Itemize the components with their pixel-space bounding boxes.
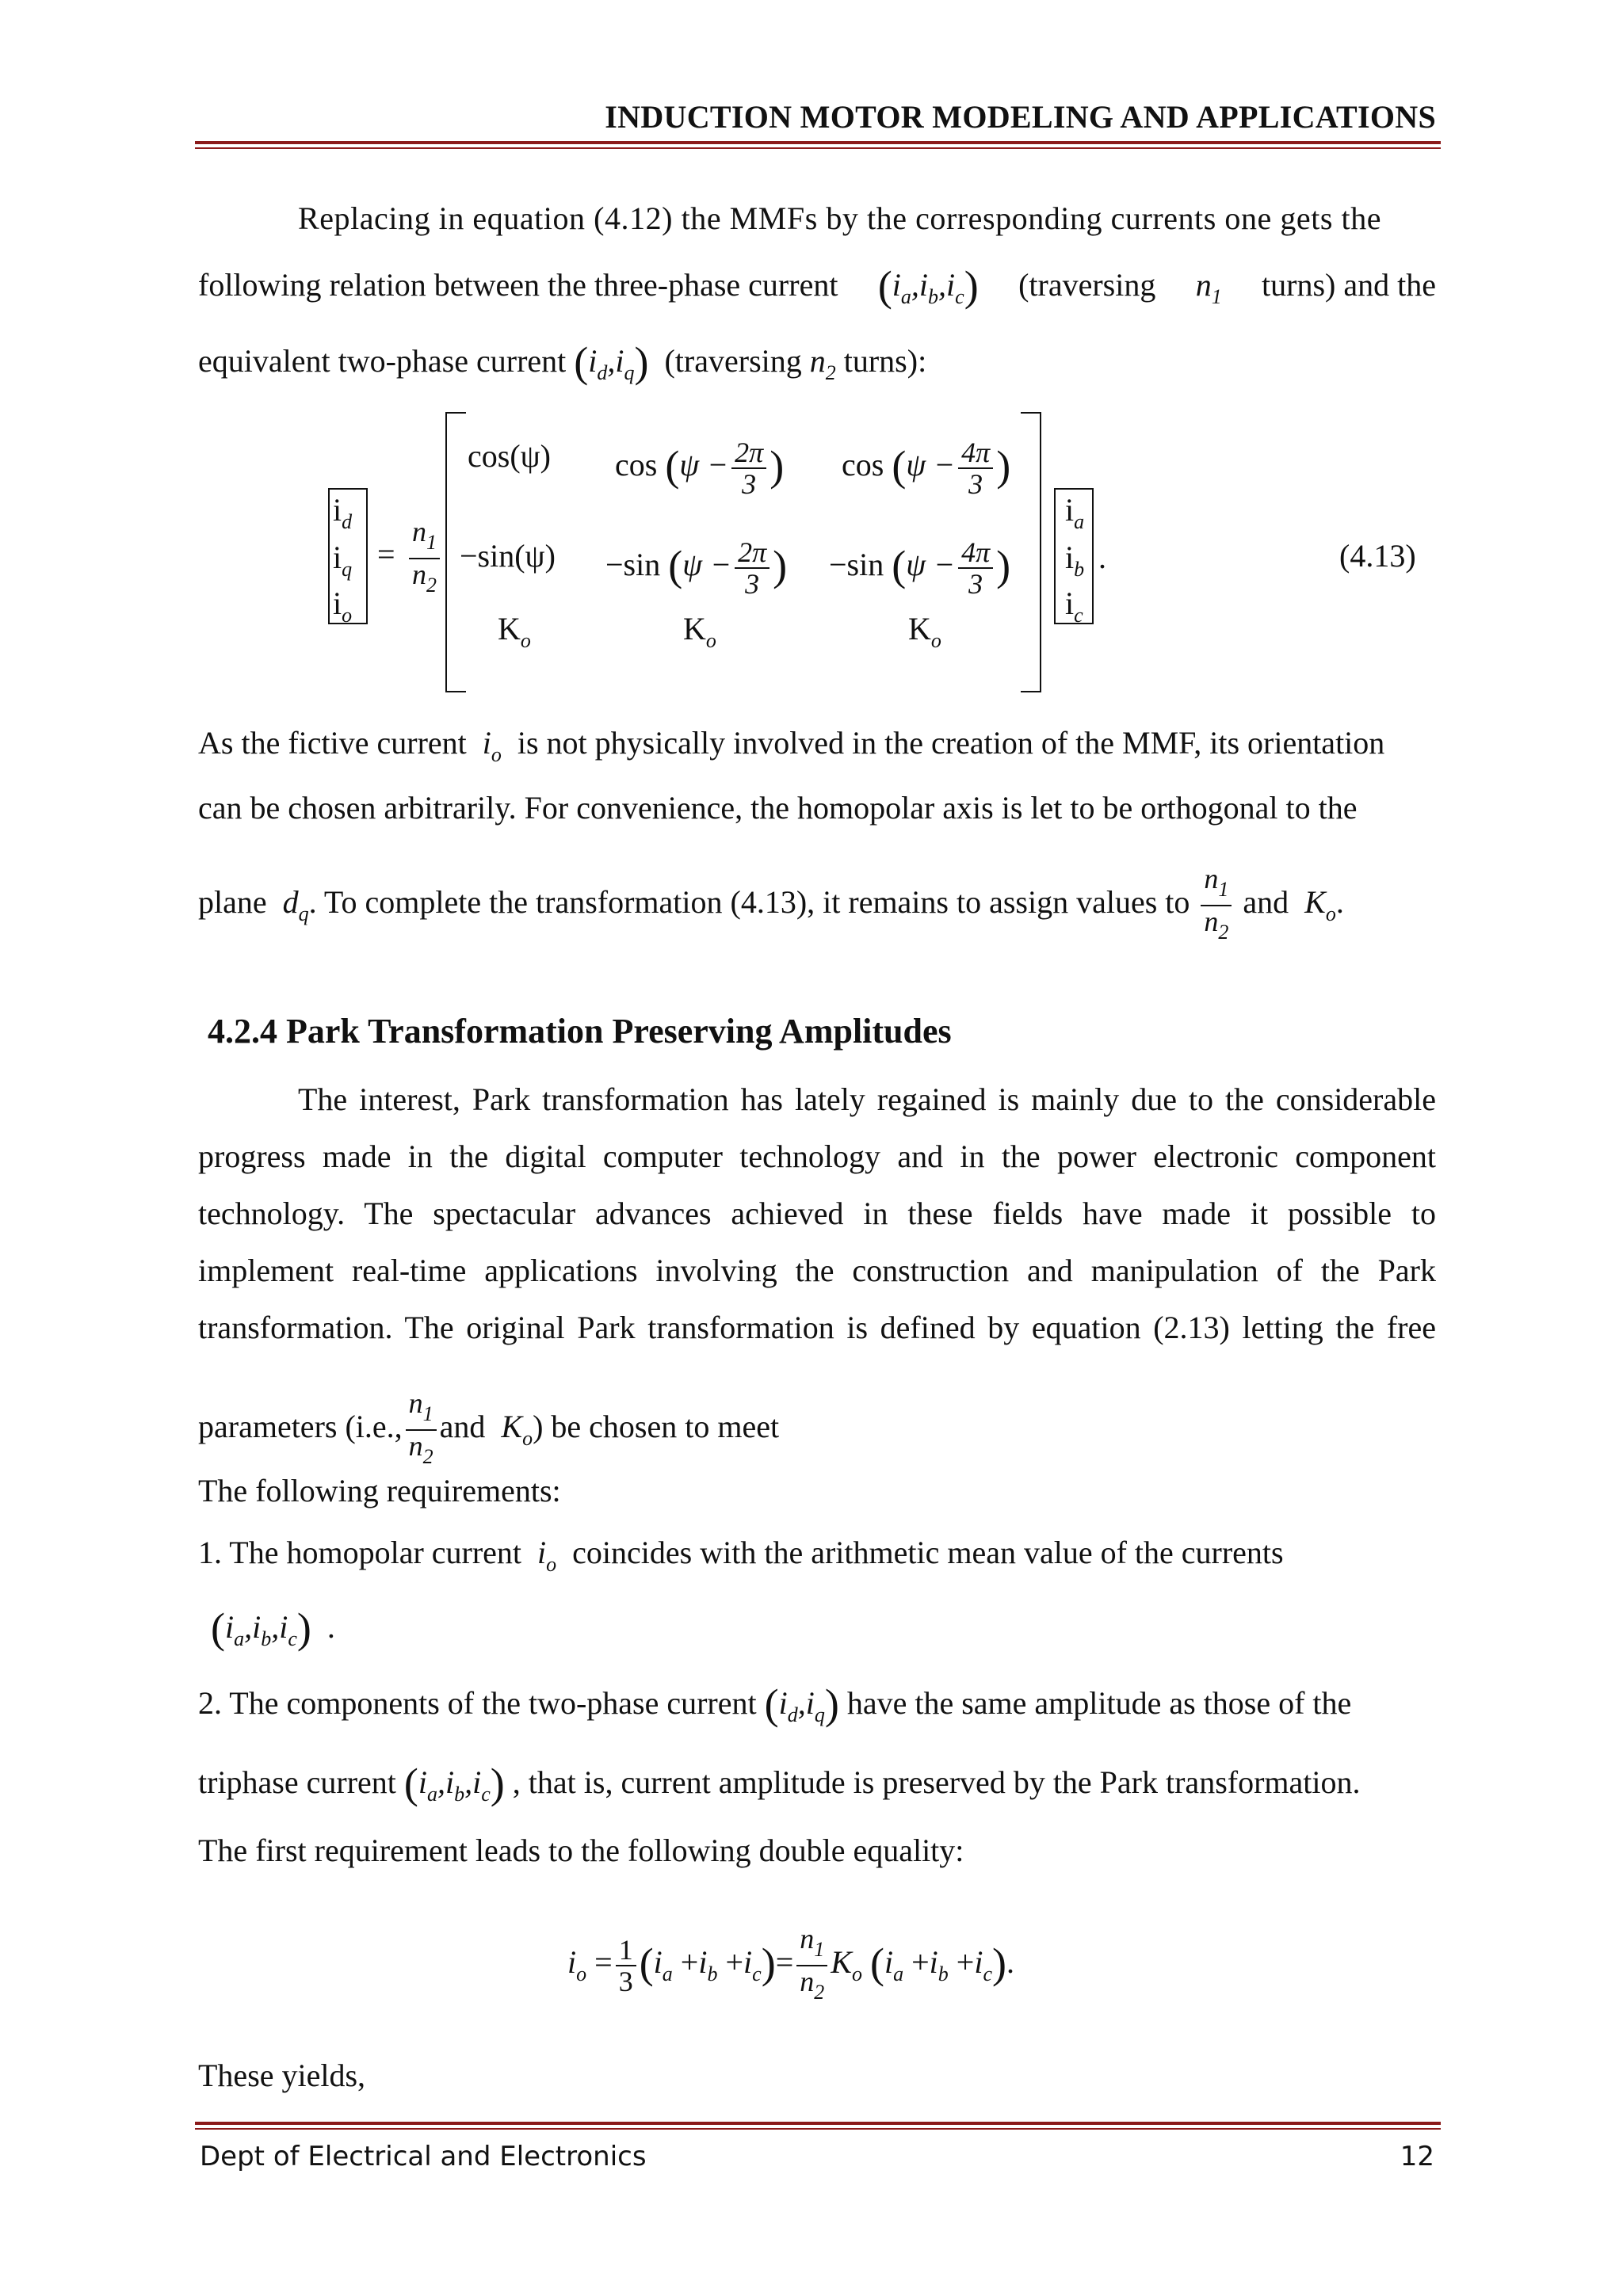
vec-io: $i_o$ — [333, 585, 353, 627]
requirement-2-cont — [198, 1760, 1361, 1810]
vec-iq: $i_q$ — [333, 540, 353, 581]
equals-sign: = — [377, 536, 395, 572]
para3-line3: technology. The spectacular advances achieved in these fields have made it possible to — [198, 1196, 1436, 1231]
para1-line3-c: turns): — [843, 343, 927, 379]
para1-line2-c: turns) and the — [1262, 267, 1436, 303]
para2-line1-a: As the fictive current — [198, 725, 467, 761]
para3-line6 — [198, 1388, 779, 1472]
m11: cos(ψ) — [468, 438, 551, 474]
para1-line3-a: equivalent two-phase current — [198, 343, 567, 379]
idq-symbol: $(i_d,i_q)$ — [764, 1680, 839, 1728]
three-phase-current-symbol: $(i_a,i_b,i_c)$ — [877, 262, 979, 310]
req1-a: 1. The homopolar current — [198, 1535, 522, 1570]
para2-line1-b: is not physically involved in the creation of the MMF, its orientation — [517, 725, 1385, 761]
vec-ib: $i_b$ — [1065, 540, 1085, 581]
req2-c: triphase current — [198, 1764, 396, 1800]
para2-line1 — [198, 727, 1384, 771]
footer-rule-thin — [195, 2128, 1441, 2130]
running-header: INDUCTION MOTOR MODELING AND APPLICATIONS — [605, 99, 1436, 135]
m31: $K_o$ — [498, 611, 531, 652]
dq-symbol: $d_q$ — [274, 884, 309, 926]
equation-4-13 — [0, 0, 1623, 713]
matrix-bracket-right — [1021, 412, 1041, 692]
m33: $K_o$ — [908, 611, 941, 652]
para3-line4: implement real-time applications involving the construction and manipulation of the Park — [198, 1253, 1436, 1288]
ko-symbol-2: $K_o$ — [493, 1409, 533, 1451]
para1-line2-a: following relation between the three-phase current — [198, 267, 838, 303]
ko-symbol: $K_o$ — [1296, 884, 1336, 926]
para3-line1: The interest, Park transformation has lately regained is mainly due to the considerable — [298, 1081, 1436, 1117]
n1-symbol: $n_1$ — [1195, 267, 1222, 308]
m13: cos (ψ − $\frac{4\pi}{3}$ ) — [842, 437, 1011, 500]
para2-line3-c: and — [1243, 884, 1289, 921]
n1-over-n2-2: $\frac{n_1}{n_2}$ — [406, 1388, 437, 1472]
para3-line6-a: parameters (i.e., — [198, 1409, 403, 1445]
m32: $K_o$ — [683, 611, 716, 652]
para1-line3-b: (traversing — [664, 343, 802, 379]
req2-a: 2. The components of the two-phase current — [198, 1685, 757, 1721]
two-phase-current-symbol: $(i_d,i_q)$ — [574, 338, 649, 386]
ratio-n1-n2: $\frac{n_1}{n_2}$ — [406, 517, 443, 601]
para3-line5: transformation. The original Park transformation is defined by equation (2.13) letting the free — [198, 1310, 1436, 1345]
equation-mean: $i_o$ = $\frac{1}{3}$ $(i_a +i_b +i_c)=$ $\frac{n_1}{n_2}$ $K_o$ $(i_a +i_b +i_c)$. — [567, 1923, 1014, 2004]
m22: −sin (ψ − $\frac{2\pi}{3}$ ) — [605, 536, 788, 600]
n2-symbol: $n_2$ — [809, 343, 836, 384]
para2-line3-b: . To complete the transformation (4.13), it remains to assign values to — [308, 884, 1190, 921]
para1-line2-b: (traversing — [1018, 267, 1156, 303]
m23: −sin (ψ − $\frac{4\pi}{3}$ ) — [829, 536, 1011, 600]
para3-line6-c: ) be chosen to meet — [533, 1409, 780, 1445]
para3-line6-b: and — [439, 1409, 486, 1445]
footer-department: Dept of Electrical and Electronics — [200, 2141, 647, 2172]
footer-rule-thick — [195, 2122, 1441, 2125]
para3 — [198, 1071, 1436, 1356]
m21: −sin(ψ) — [460, 538, 556, 574]
requirements-intro: The following requirements: — [198, 1473, 561, 1508]
eq-period: . — [1098, 540, 1106, 575]
para3-line2: progress made in the digital computer technology and in the power electronic component — [198, 1138, 1436, 1174]
req2-d: , that is, current amplitude is preserved by the Park transformation. — [512, 1764, 1361, 1800]
iabc-symbol: $(i_a,i_b,i_c)$ — [403, 1760, 505, 1807]
m12: cos (ψ − $\frac{2\pi}{3}$ ) — [615, 437, 785, 500]
vec-id: $i_d$ — [333, 492, 353, 533]
n1-over-n2: $\frac{n_1}{n_2}$ — [1201, 864, 1232, 948]
io-symbol: $i_o$ — [474, 725, 502, 766]
para1-line1-text: Replacing in equation (4.12) the MMFs by the corresponding currents one gets the — [298, 200, 1382, 236]
req1-b: coincides with the arithmetic mean value of the currents — [572, 1535, 1284, 1570]
requirement-1 — [198, 1537, 1284, 1581]
req1-currents: $(i_a,i_b,i_c)$ . — [211, 1604, 335, 1652]
vec-ia: $i_a$ — [1065, 492, 1085, 533]
equation-number-4-13: (4.13) — [1339, 538, 1416, 574]
vec-ic: $i_c$ — [1065, 585, 1083, 627]
para2-line3: plane $d_q$. To complete the transformation (4.13), it remains to assign values to $\frac{n_1}{n_2}$ and $K_o$. — [198, 864, 1344, 948]
para2-line2 — [198, 792, 1358, 824]
req2-b: have the same amplitude as those of the — [846, 1685, 1352, 1721]
closing-text: These yields, — [198, 2058, 366, 2093]
first-requirement: The first requirement leads to the following double equality: — [198, 1833, 964, 1868]
page-number: 12 — [1400, 2141, 1434, 2172]
requirement-2 — [198, 1680, 1352, 1731]
para2-line3-a: plane — [198, 884, 267, 921]
io-symbol-2: $i_o$ — [529, 1535, 557, 1576]
section-heading: 4.2.4 Park Transformation Preserving Amplitudes — [208, 1012, 952, 1051]
para2-line2-text: can be chosen arbitrarily. For convenience, the homopolar axis is let to be orthogonal to the — [198, 790, 1358, 826]
